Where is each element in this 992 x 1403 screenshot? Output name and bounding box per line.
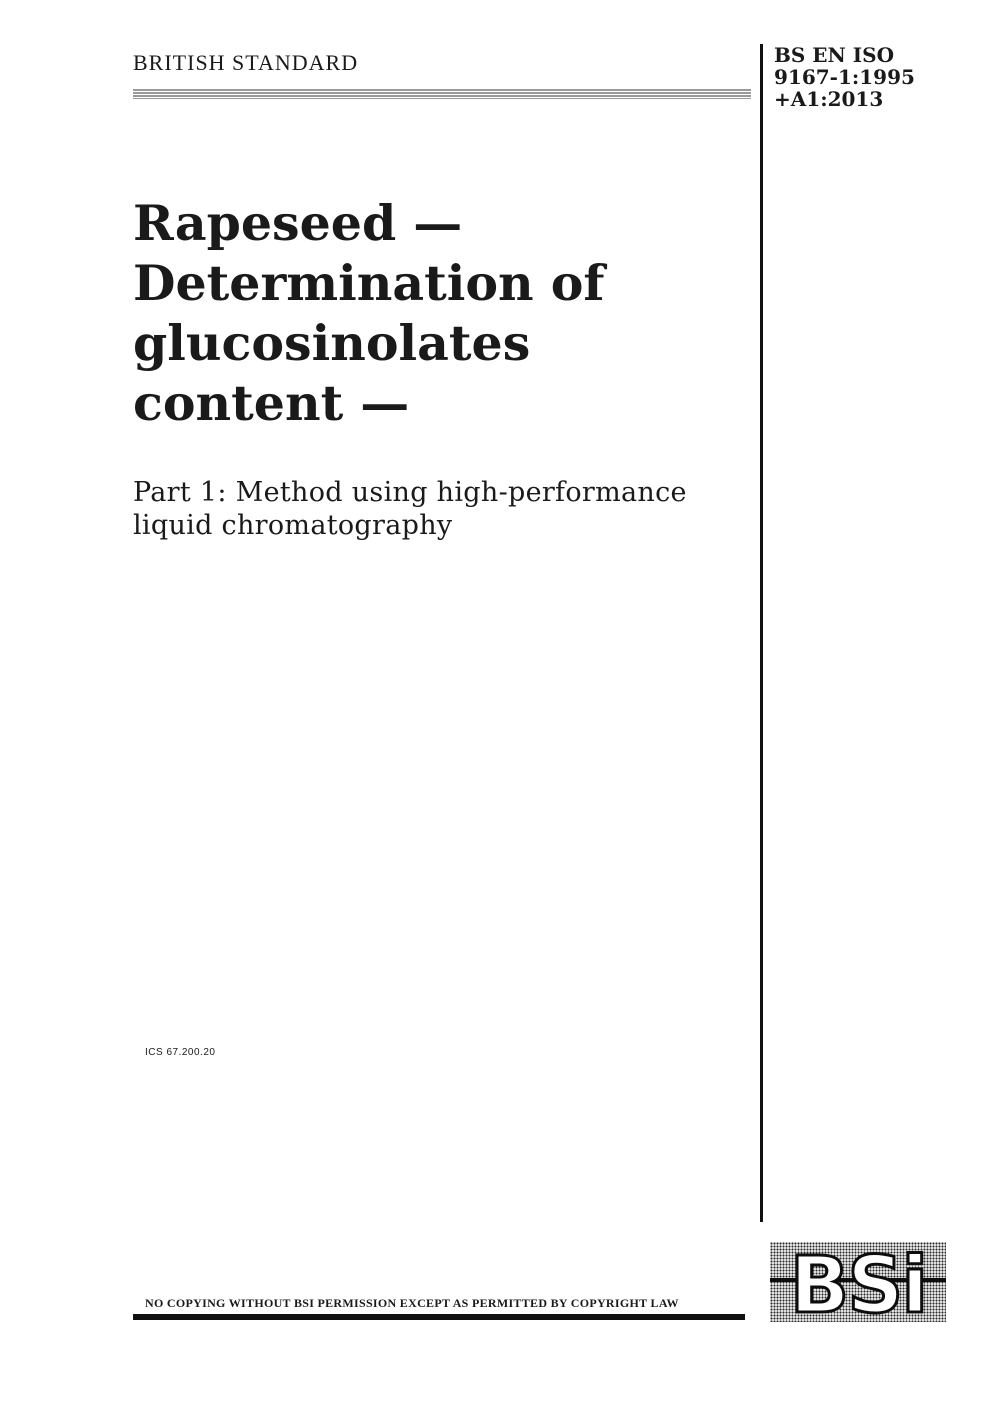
standard-number-line-3: +A1:2013 xyxy=(774,87,884,111)
title-line-3: glucosinolates xyxy=(133,314,531,372)
standard-number xyxy=(774,44,915,110)
document-subtitle xyxy=(133,476,753,542)
standard-number-line-1: BS EN ISO xyxy=(774,43,895,67)
copyright-notice: NO COPYING WITHOUT BSI PERMISSION EXCEPT AS PERMITTED BY COPYRIGHT LAW xyxy=(145,1296,679,1310)
footer-divider xyxy=(133,1314,745,1320)
title-line-2: Determination of xyxy=(133,254,605,312)
subtitle-line-2: liquid chromatography xyxy=(133,510,453,541)
bsi-logo-icon xyxy=(770,1242,946,1322)
document-title xyxy=(133,193,753,433)
standard-number-line-2: 9167-1:1995 xyxy=(774,65,915,89)
subtitle-line-1: Part 1: Method using high-performance xyxy=(133,477,687,508)
ics-code: ICS 67.200.20 xyxy=(145,1047,216,1058)
title-line-1: Rapeseed — xyxy=(133,194,463,252)
document-type-label: BRITISH STANDARD xyxy=(133,50,359,75)
header-divider xyxy=(133,89,751,99)
svg-text:BSi: BSi xyxy=(789,1242,927,1322)
vertical-divider xyxy=(760,44,763,1222)
title-line-4: content — xyxy=(133,374,410,432)
